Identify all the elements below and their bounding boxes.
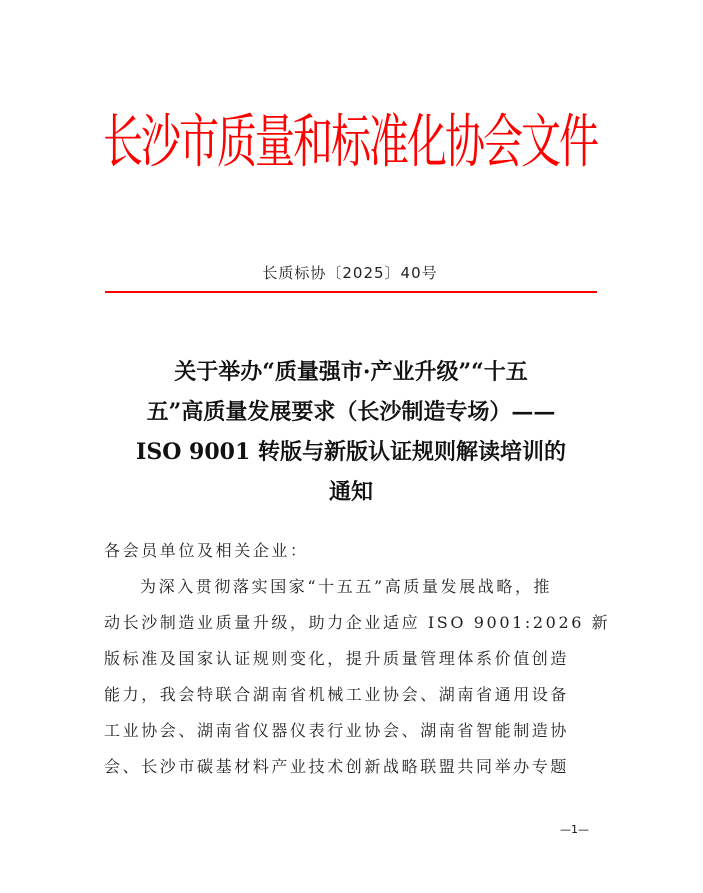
paragraph-line: 工业协会、湖南省仪器仪表行业协会、湖南省智能制造协 xyxy=(104,721,570,740)
red-divider-line xyxy=(105,291,597,293)
paragraph-line: 动长沙制造业质量升级，助力企业适应 ISO 9001:2026 新 xyxy=(104,613,611,632)
paragraph-line: 为深入贯彻落实国家“十五五”高质量发展战略，推 xyxy=(140,577,553,596)
notice-title-line: 五”高质量发展要求（长沙制造专场）—— xyxy=(146,399,556,425)
document-number: 长质标协〔2025〕40号 xyxy=(262,264,438,282)
notice-title-line: 通知 xyxy=(328,479,373,505)
masthead-title: 长沙市质量和标准化协会文件 xyxy=(103,109,597,177)
paragraph-line: 能力，我会特联合湖南省机械工业协会、湖南省通用设备 xyxy=(104,685,570,704)
notice-title-line: 关于举办“质量强市·产业升级”“十五 xyxy=(174,359,528,385)
notice-title xyxy=(112,352,590,512)
paragraph-line: 会、长沙市碳基材料产业技术创新战略联盟共同举办专题 xyxy=(104,757,570,776)
notice-title-line: ISO 9001 转版与新版认证规则解读培训的 xyxy=(136,439,566,465)
page-number: —1— xyxy=(560,823,589,836)
paragraph-line: 版标准及国家认证规则变化，提升质量管理体系价值创造 xyxy=(104,649,570,668)
notice-body xyxy=(104,533,611,785)
salutation: 各会员单位及相关企业： xyxy=(104,541,309,560)
